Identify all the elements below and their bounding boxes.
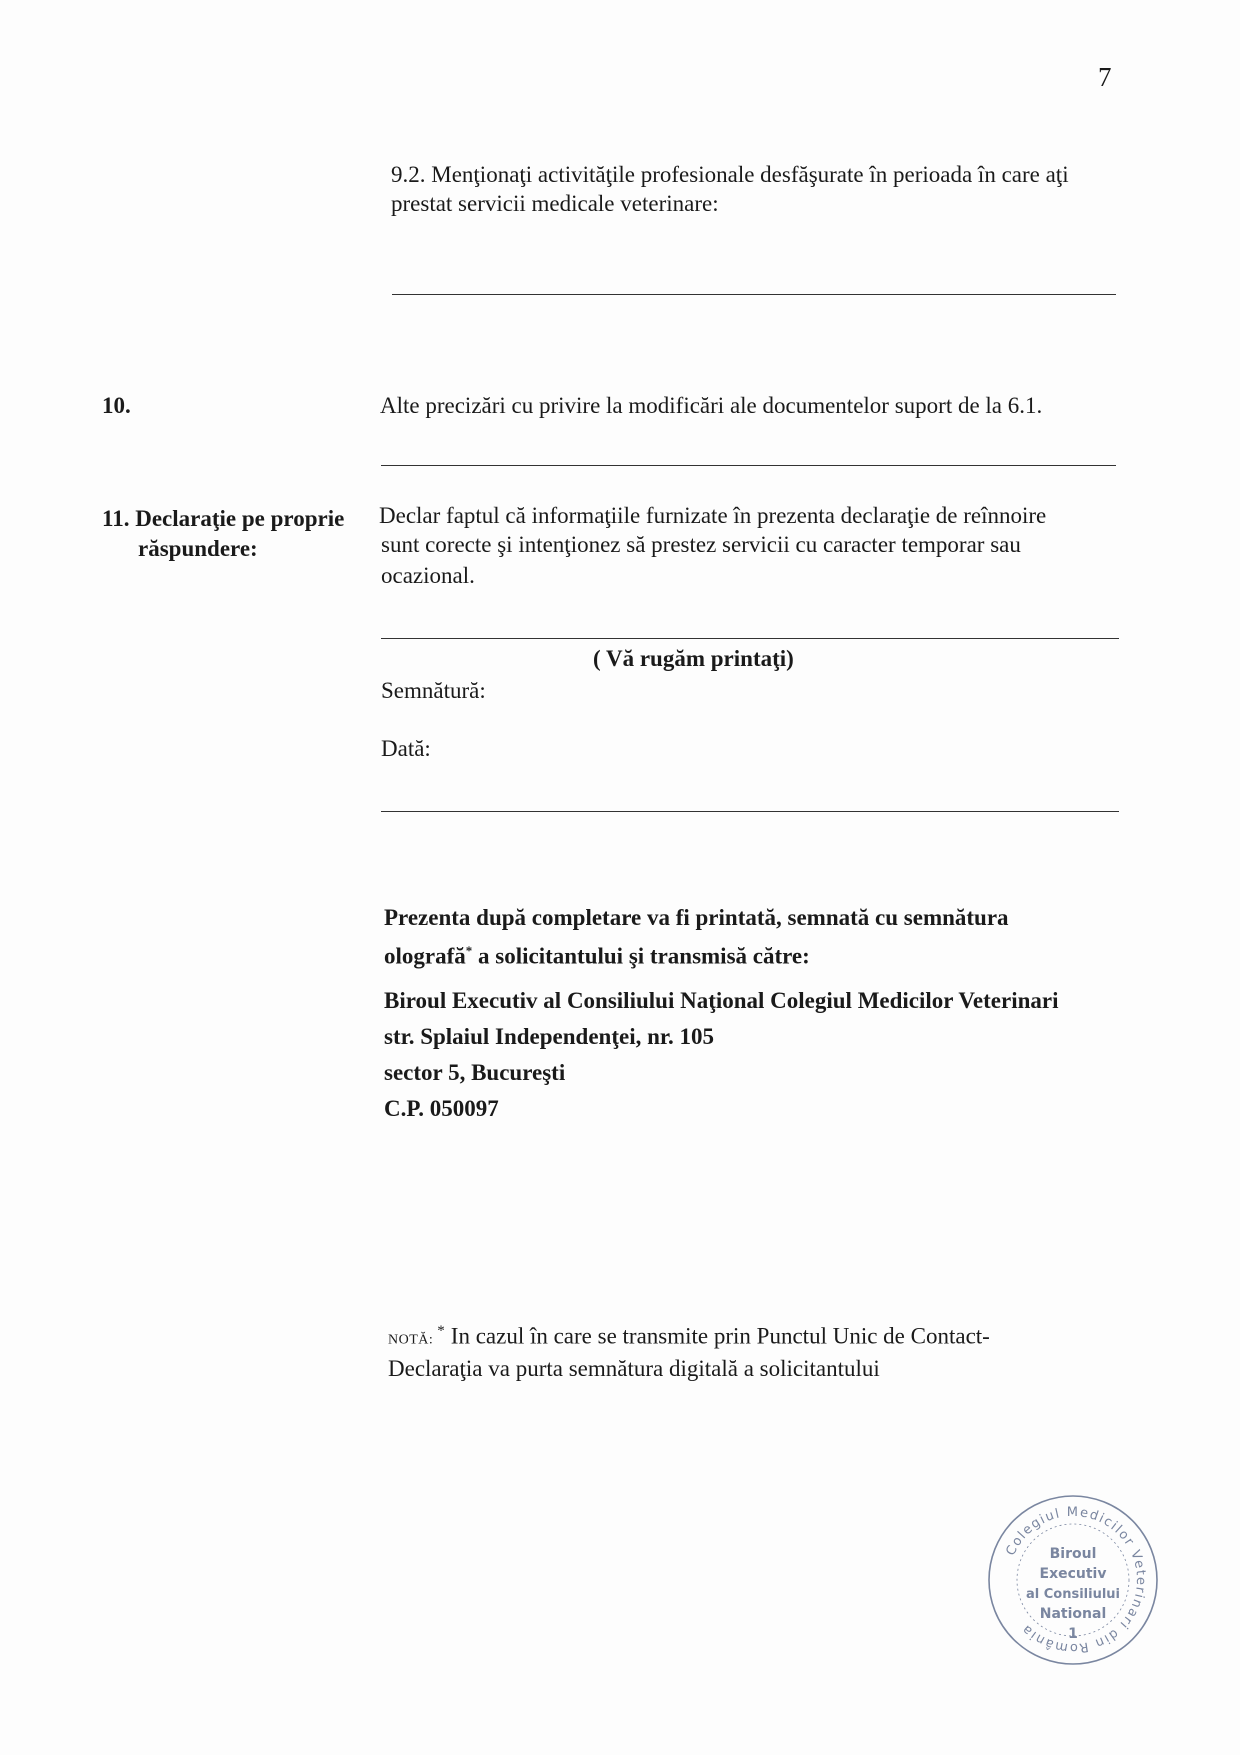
stamp-ring-textpath: Colegiul Medicilor Veterinari din România bbox=[1003, 1504, 1149, 1656]
section-11-heading bbox=[102, 504, 372, 564]
address-block bbox=[384, 983, 1058, 1127]
page-number: 7 bbox=[1098, 62, 1112, 92]
instructions-line2 bbox=[384, 935, 810, 973]
section-9-2-answer-line bbox=[392, 294, 1116, 295]
address-line3: sector 5, Bucureşti bbox=[384, 1060, 566, 1085]
note-text-line2: Declaraţia va purta semnătura digitală a solicitantului bbox=[388, 1356, 880, 1381]
section-11-name-line bbox=[381, 638, 1119, 639]
official-stamp-icon bbox=[985, 1492, 1161, 1668]
section-11-text-line1: Declar faptul că informaţiile furnizate în prezenta declaraţie de reînnoire bbox=[379, 503, 1047, 528]
date-label: Dată: bbox=[381, 736, 431, 761]
section-11-text-line2: sunt corecte şi intenţionez să prestez servicii cu caracter temporar sau bbox=[381, 532, 1021, 557]
section-9-2-text-line1: 9.2. Menţionaţi activităţile profesionale desfăşurate în perioada în care aţi bbox=[391, 162, 1069, 187]
instructions-line2-part2: a solicitantului şi transmisă către: bbox=[472, 943, 810, 969]
note-line1 bbox=[388, 1315, 990, 1357]
address-line4: C.P. 050097 bbox=[384, 1096, 499, 1121]
section-10-answer-line bbox=[381, 465, 1116, 466]
stamp-center-line2: Executiv bbox=[1039, 1566, 1107, 1582]
note-star: * bbox=[437, 1323, 445, 1339]
section-10-number: 10. bbox=[102, 393, 131, 418]
stamp-center-line3: al Consiliului bbox=[1025, 1587, 1121, 1602]
section-9-2-text-line2: prestat servicii medicale veterinare: bbox=[391, 191, 719, 216]
note-text-line1: In cazul în care se transmite prin Punctul Unic de Contact- bbox=[450, 1323, 990, 1349]
address-line2: str. Splaiul Independenţei, nr. 105 bbox=[384, 1024, 714, 1049]
section-11-heading-line2: răspundere: bbox=[138, 536, 258, 561]
instructions-line1: Prezenta după completare va fi printată, semnată cu semnătura bbox=[384, 905, 1009, 930]
signature-label: Semnătură: bbox=[381, 678, 486, 703]
section-11-text-line3: ocazional. bbox=[381, 563, 475, 588]
instructions-line2-part1: olografă bbox=[384, 943, 466, 969]
stamp-center-line4: National bbox=[1039, 1606, 1107, 1622]
address-line1: Biroul Executiv al Consiliului Naţional Colegiul Medicilor Veterinari bbox=[384, 988, 1059, 1013]
print-note: ( Vă rugăm printaţi) bbox=[593, 646, 794, 671]
stamp-center-number: 1 bbox=[1068, 1626, 1078, 1642]
section-11-date-line bbox=[381, 811, 1119, 812]
instructions-footnote-star: * bbox=[465, 943, 473, 958]
stamp-center-line1: Biroul bbox=[1049, 1546, 1097, 1562]
section-10-text: Alte precizări cu privire la modificări ale documentelor suport de la 6.1. bbox=[380, 393, 1043, 418]
section-11-heading-line1: 11. Declaraţie pe proprie bbox=[102, 506, 345, 531]
note-label: NOTĂ: bbox=[388, 1332, 434, 1348]
